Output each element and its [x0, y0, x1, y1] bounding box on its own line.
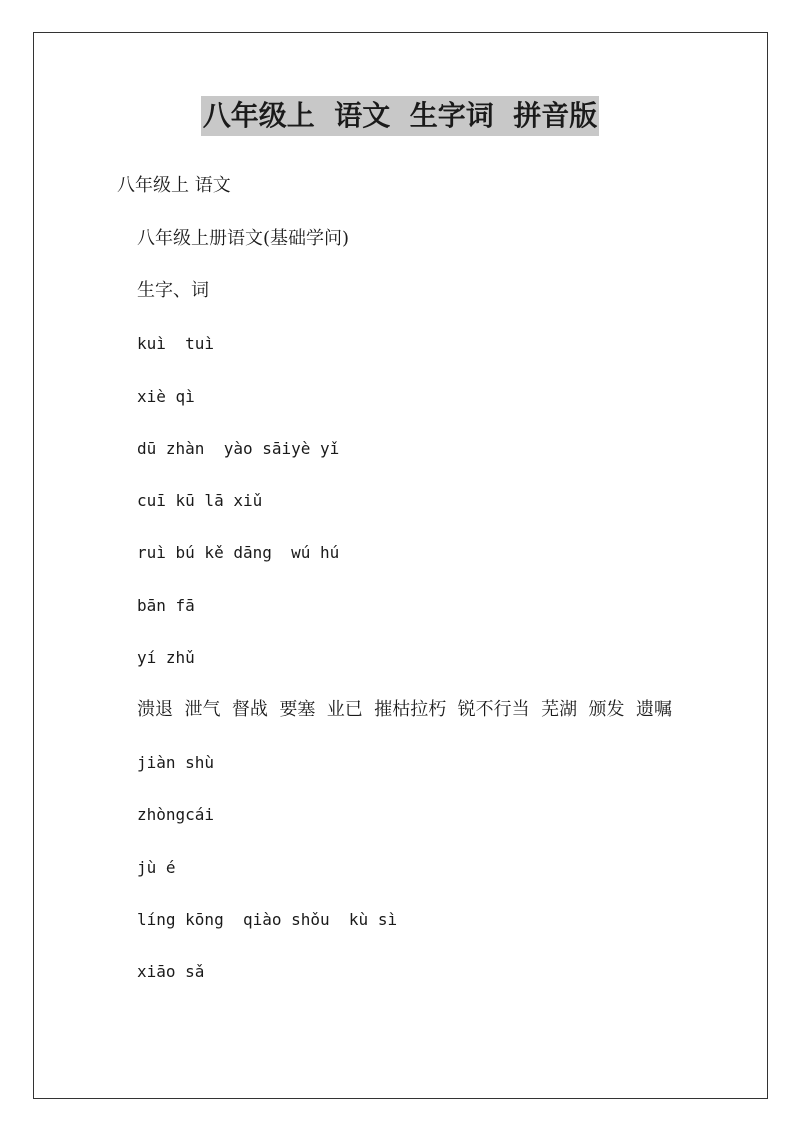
pinyin-line: dū zhàn yào sāiyè yǐ [137, 439, 340, 458]
title-container [0, 96, 800, 136]
vocab-line: 溃退 泄气 督战 要塞 业已 摧枯拉朽 锐不行当 芜湖 颁发 遗嘱 [137, 699, 672, 720]
pinyin-line: ruì bú kě dāng wú hú [137, 543, 340, 562]
pinyin-line: zhòngcái [137, 805, 215, 824]
document-subtitle: 八年级上 语文 [117, 175, 231, 196]
pinyin-line: cuī kū lā xiǔ [137, 491, 263, 510]
heading-vocab: 生字、词 [137, 280, 209, 301]
document-title: 八年级上 语文 生字词 拼音版 [201, 96, 600, 136]
pinyin-line: xiè qì [137, 387, 195, 406]
pinyin-line: xiāo sǎ [137, 962, 205, 981]
pinyin-line: líng kōng qiào shǒu kù sì [137, 910, 398, 929]
pinyin-line: jiàn shù [137, 753, 215, 772]
pinyin-line: yí zhǔ [137, 648, 195, 667]
pinyin-line: bān fā [137, 596, 195, 615]
heading-basics: 八年级上册语文(基础学问) [137, 228, 350, 249]
pinyin-line: kuì tuì [137, 334, 215, 353]
pinyin-line: jù é [137, 858, 176, 877]
